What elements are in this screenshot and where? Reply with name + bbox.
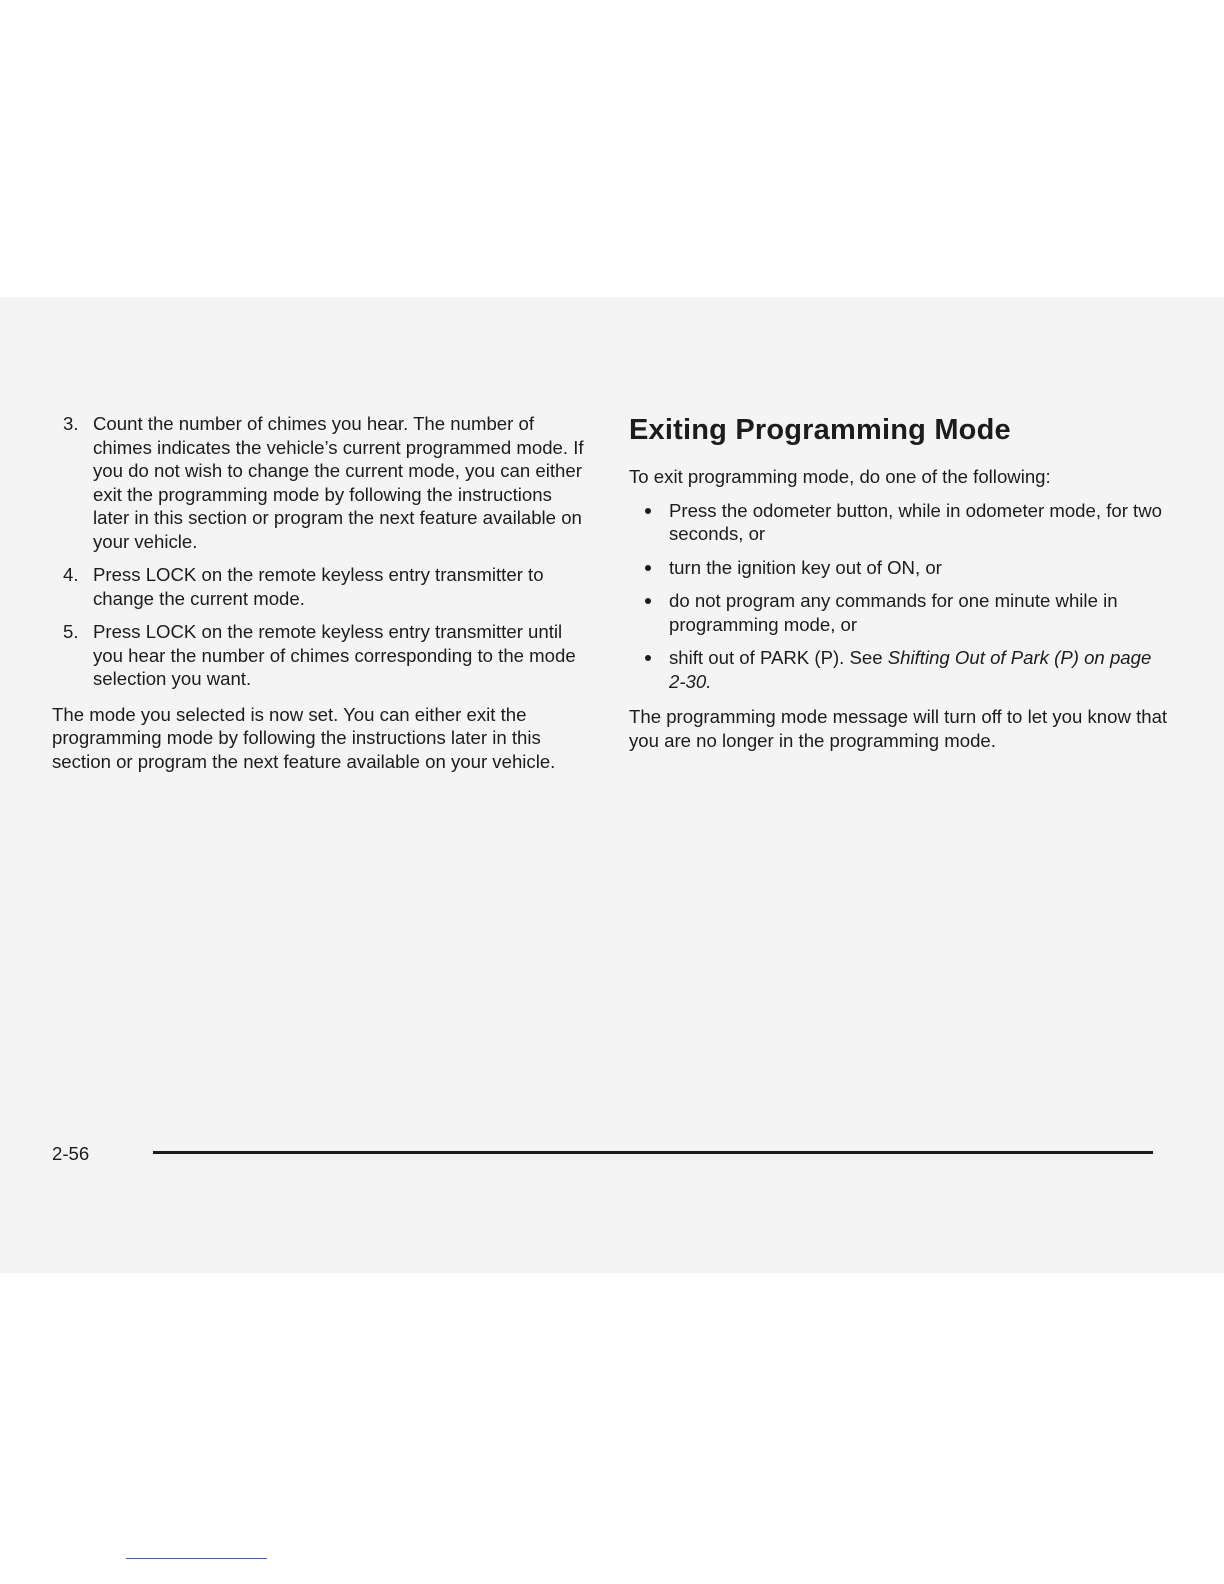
right-column: [629, 410, 1169, 752]
closing-paragraph: The programming mode message will turn off to let you know that you are no longer in the programming mode.: [629, 706, 1168, 751]
step-number: 3.: [63, 413, 79, 434]
step-item: [52, 412, 592, 553]
step-text: Count the number of chimes you hear. The number of chimes indicates the vehicle’s current programmed mode. If you do not wish to change the current mode, you can either exit the programming mode by following the instructions later in this section or program the next feature available on your vehicle.: [93, 413, 584, 552]
bullet-text: Press the odometer button, while in odometer mode, for two seconds, or: [669, 499, 1162, 544]
left-column: [52, 412, 592, 773]
bullet-dot-icon: [645, 565, 651, 571]
step-item: [52, 620, 592, 691]
bullet-item: [629, 589, 1169, 636]
bottom-divider: [126, 1558, 267, 1559]
bullet-dot-icon: [645, 598, 651, 604]
page-cross-reference: Shifting Out of Park (P) on page 2-30.: [669, 647, 1152, 692]
programming-steps-list: [52, 412, 592, 691]
bullet-text: do not program any commands for one minute while in programming mode, or: [669, 590, 1118, 635]
intro-paragraph: To exit programming mode, do one of the following:: [629, 466, 1051, 487]
bullet-dot-icon: [645, 655, 651, 661]
exit-options-list: [629, 499, 1169, 694]
step-text: Press LOCK on the remote keyless entry transmitter to change the current mode.: [93, 564, 544, 609]
bullet-text: turn the ignition key out of ON, or: [669, 556, 942, 578]
bullet-item: [629, 499, 1169, 546]
bullet-dot-icon: [645, 508, 651, 514]
step-text: Press LOCK on the remote keyless entry transmitter until you hear the number of chimes corresponding to the mode selection you want.: [93, 621, 576, 689]
step-number: 5.: [63, 621, 79, 642]
step-number: 4.: [63, 564, 79, 585]
bullet-text: shift out of PARK (P). See: [669, 647, 888, 668]
bullet-item: [629, 646, 1169, 693]
footer-divider: [153, 1151, 1153, 1154]
bullet-item: [629, 556, 1169, 580]
page-number: 2-56: [52, 1143, 90, 1164]
step-item: [52, 563, 592, 610]
section-heading: Exiting Programming Mode: [629, 414, 1011, 446]
mode-set-paragraph: The mode you selected is now set. You can either exit the programming mode by following the instructions later in this section or program the next feature available on your vehicle.: [52, 703, 556, 772]
